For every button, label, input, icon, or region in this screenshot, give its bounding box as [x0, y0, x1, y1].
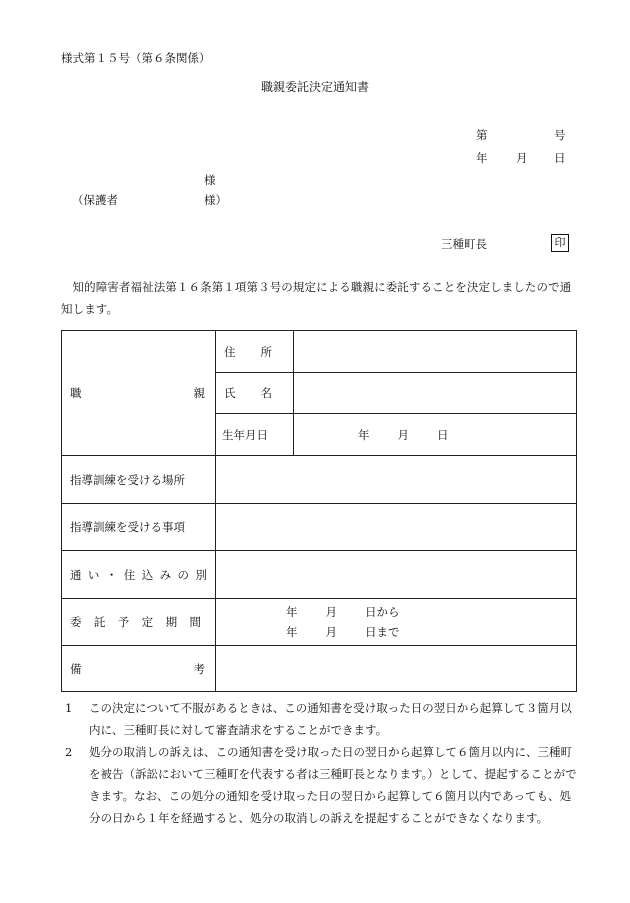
note-item	[61, 697, 581, 741]
addressee-honorific: 様	[204, 173, 216, 187]
table-row	[62, 551, 577, 599]
date-month-label: 月	[516, 151, 528, 165]
commute-char: の	[177, 567, 190, 582]
note-text: 処分の取消しの訴えは、この通知書を受け取った日の翌日から起算して６箇月以内に、三種町を被告（訴訟において三種町を代表する者は三種町長となります。）として、提起することができます。なお、この処分の通知を受け取った日の翌日から起算して６箇月以内であっても、処分の日から１年を経過すると、処分の取消しの訴えを提起することができなくなります。	[89, 745, 577, 825]
commute-label-cell	[62, 551, 216, 599]
birthdate-value-cell[interactable]	[294, 414, 577, 456]
table-row	[62, 456, 577, 504]
table-row	[62, 646, 577, 692]
commute-char: ・	[105, 567, 118, 582]
document-title: 職親委託決定通知書	[260, 80, 369, 94]
period-char: 託	[93, 615, 106, 629]
note-number: 2	[65, 745, 73, 759]
commute-char: 通	[70, 567, 82, 582]
seal-box: 印	[551, 234, 569, 252]
form-number: 様式第１５号（第６条関係）	[61, 51, 211, 65]
period-to	[286, 622, 568, 642]
training-place-value-cell[interactable]	[216, 456, 577, 504]
guardian-label: （保護者	[72, 193, 118, 207]
details-table	[61, 330, 577, 692]
note-number: 1	[65, 701, 73, 715]
commute-char: み	[159, 567, 172, 582]
date-year-label: 年	[476, 151, 488, 165]
guardian-honorific: 様）	[204, 193, 227, 207]
birthdate-label-cell	[216, 414, 294, 456]
number-label: 第	[476, 128, 488, 142]
shokuoya-cell	[62, 331, 216, 456]
period-to-month: 月	[325, 625, 337, 639]
note-item	[61, 741, 581, 829]
birth-day-label: 日	[437, 427, 449, 442]
period-char: 期	[165, 615, 178, 629]
address-value-cell[interactable]	[294, 331, 577, 373]
table-row	[62, 599, 577, 646]
note-text: この決定について不服があるときは、この通知書を受け取った日の翌日から起算して３箇月以内に、三種町長に対して審査請求をすることができます。	[89, 701, 572, 737]
period-from	[286, 602, 568, 622]
birthdate-label: 生年月日	[222, 427, 268, 442]
table-row	[62, 331, 577, 373]
period-char: 委	[70, 615, 82, 629]
commute-char: 住	[123, 567, 136, 582]
shokuoya-char-2: 親	[193, 386, 205, 400]
commute-value-cell[interactable]	[216, 551, 577, 599]
commute-char: 込	[141, 567, 154, 582]
number-suffix: 号	[554, 128, 566, 142]
remarks-value-cell[interactable]	[216, 646, 577, 692]
training-items-label-cell	[62, 504, 216, 551]
training-items-label: 指導訓練を受ける事項	[70, 520, 185, 534]
period-from-month: 月	[325, 605, 337, 619]
birth-year-label: 年	[358, 427, 370, 442]
period-label-cell	[62, 599, 216, 646]
training-place-label: 指導訓練を受ける場所	[70, 472, 185, 487]
address-label-cell	[216, 331, 294, 373]
address-char-1: 住	[224, 344, 236, 359]
period-char: 予	[117, 615, 130, 629]
period-to-day: 日まで	[365, 625, 400, 639]
period-from-day: 日から	[365, 605, 400, 619]
training-items-value-cell[interactable]	[216, 504, 577, 551]
date-day-label: 日	[554, 151, 566, 165]
remarks-char-2: 考	[193, 661, 205, 676]
period-char: 間	[189, 615, 201, 629]
period-to-year: 年	[286, 625, 298, 639]
name-char-2: 名	[260, 386, 272, 400]
period-from-year: 年	[286, 605, 298, 619]
birth-month-label: 月	[397, 427, 409, 442]
commute-char: い	[87, 567, 100, 582]
training-place-label-cell	[62, 456, 216, 504]
name-label-cell	[216, 373, 294, 414]
remarks-label-cell	[62, 646, 216, 692]
body-text: 知的障害者福祉法第１６条第１項第３号の規定による職親に委託することを決定しましたので通知します。	[61, 280, 572, 316]
address-char-2: 所	[260, 344, 272, 359]
remarks-char-1: 備	[70, 661, 82, 676]
shokuoya-char-1: 職	[70, 386, 82, 400]
issuer-mayor: 三種町長	[441, 237, 487, 251]
name-char-1: 氏	[224, 386, 236, 400]
notes	[61, 697, 581, 829]
period-char: 定	[141, 615, 154, 629]
table-row	[62, 504, 577, 551]
commute-char: 別	[195, 567, 207, 582]
period-value-cell[interactable]	[216, 599, 577, 646]
name-value-cell[interactable]	[294, 373, 577, 414]
